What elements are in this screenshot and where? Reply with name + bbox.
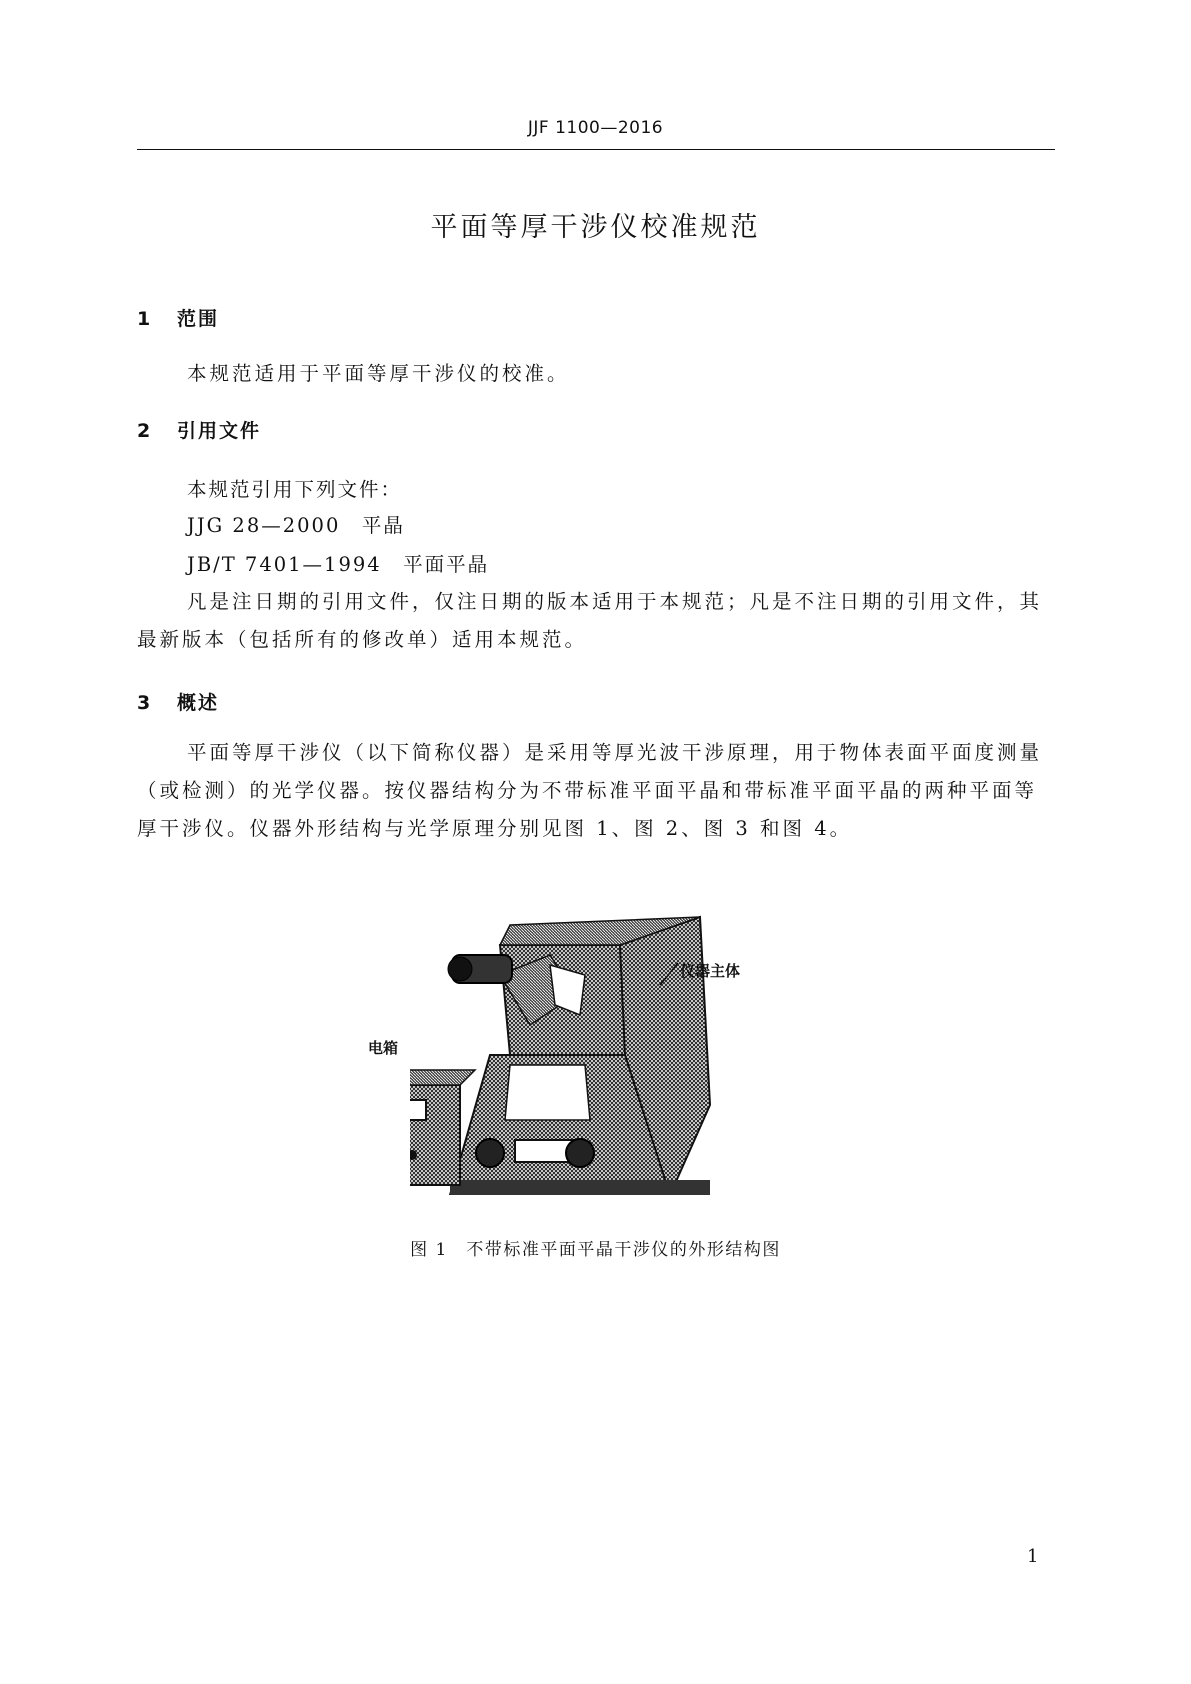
section-2-note: 凡是注日期的引用文件，仅注日期的版本适用于本规范；凡是不注日期的引用文件，其最新版本（包括所有的修改单）适用本规范。: [137, 590, 1043, 651]
reference-item: JB/T 7401—1994 平面平晶: [187, 553, 490, 576]
running-header: JJF 1100—2016: [527, 118, 664, 138]
section-number: 1: [137, 308, 153, 330]
section-title: 范围: [177, 308, 220, 330]
document-title: 平面等厚干涉仪校准规范: [430, 212, 761, 243]
section-title: 引用文件: [177, 420, 262, 442]
section-2-intro: 本规范引用下列文件：: [187, 478, 403, 501]
section-title: 概述: [177, 692, 220, 714]
figure-label-electric-box: 电箱: [368, 1039, 399, 1057]
instrument-figure: [410, 905, 810, 1195]
figure-label-main-body: 仪器主体: [680, 962, 741, 980]
reference-item: JJG 28—2000 平晶: [187, 514, 405, 537]
section-1-paragraph: 本规范适用于平面等厚干涉仪的校准。: [187, 362, 570, 385]
page-number: 1: [1027, 1546, 1039, 1567]
figure-caption: 图 1 不带标准平面平晶干涉仪的外形结构图: [410, 1240, 781, 1260]
section-2-heading: [137, 416, 261, 443]
section-3-heading: [137, 688, 219, 715]
section-number: 3: [137, 692, 153, 714]
header-rule: [137, 149, 1055, 150]
instrument-main-body: [448, 917, 710, 1195]
section-3-paragraph: 平面等厚干涉仪（以下简称仪器）是采用等厚光波干涉原理，用于物体表面平面度测量（或检测）的光学仪器。按仪器结构分为不带标准平面平晶和带标准平面平晶的两种平面等厚干涉仪。仪器外形结构与光学原理分别见图 1、图 2、图 3 和图 4。: [137, 741, 1043, 840]
section-number: 2: [137, 420, 153, 442]
section-1-heading: [137, 304, 219, 331]
